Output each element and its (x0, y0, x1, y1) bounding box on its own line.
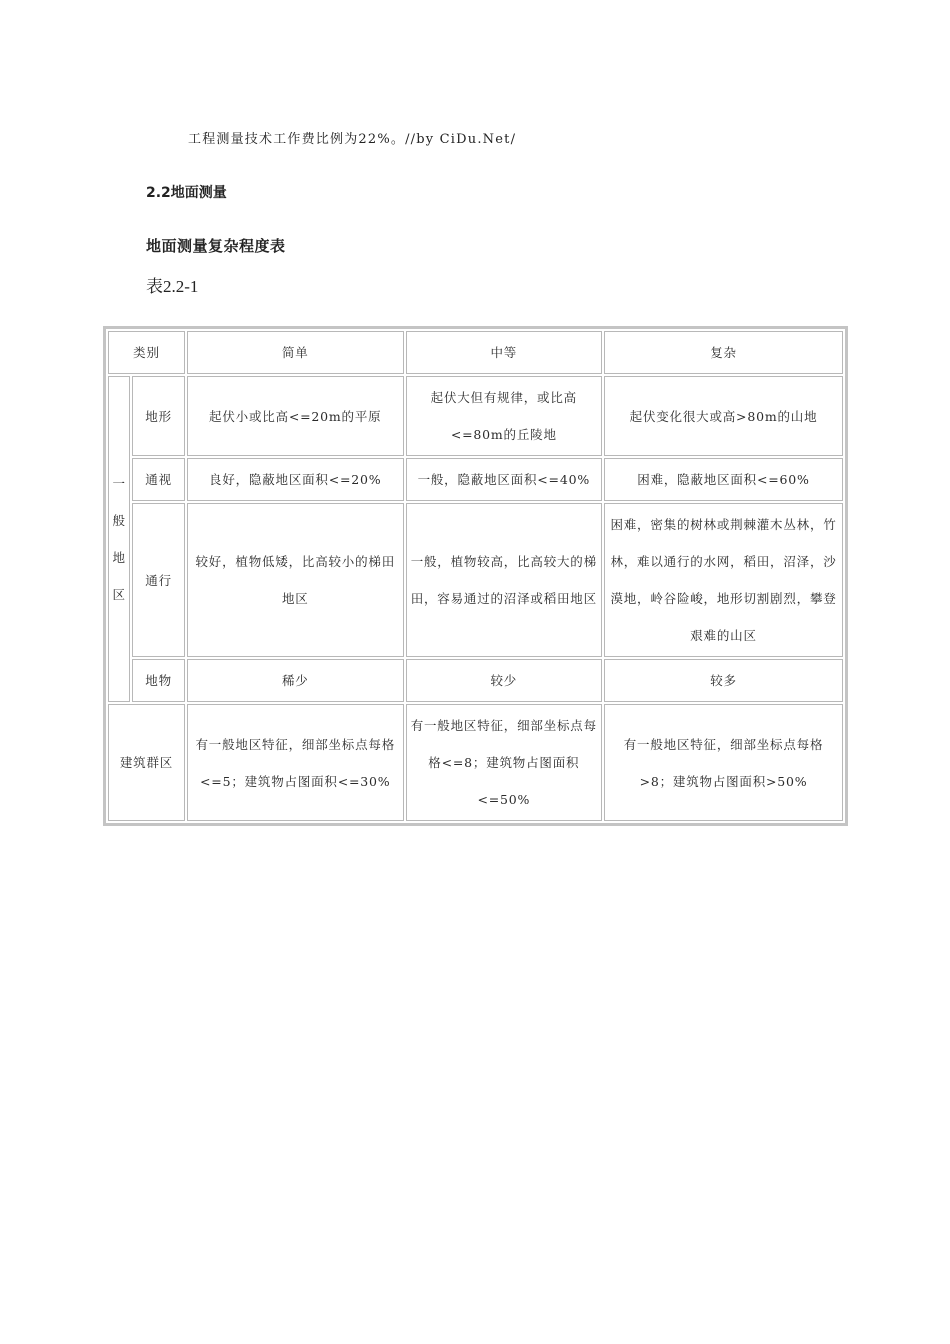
cell-complex: 较多 (604, 659, 843, 702)
header-complex: 复杂 (604, 331, 843, 374)
cell-medium: 较少 (406, 659, 602, 702)
cell-medium: 起伏大但有规律，或比高<=80m的丘陵地 (406, 376, 602, 456)
table-row-terrain (108, 376, 843, 456)
cell-simple: 有一般地区特征，细部坐标点每格<=5；建筑物占图面积<=30% (187, 704, 404, 821)
complexity-table (103, 326, 848, 826)
cell-simple: 较好，植物低矮，比高较小的梯田地区 (187, 503, 404, 657)
cell-simple: 良好，隐蔽地区面积<=20% (187, 458, 404, 501)
header-simple: 简单 (187, 331, 404, 374)
section-heading: 2.2地面测量 (146, 185, 227, 201)
header-medium: 中等 (406, 331, 602, 374)
group-label-general-area: 一 般 地 区 (108, 376, 130, 702)
cell-medium: 一般，隐蔽地区面积<=40% (406, 458, 602, 501)
cell-simple: 稀少 (187, 659, 404, 702)
table-number: 表2.2-1 (146, 277, 199, 296)
cell-medium: 有一般地区特征，细部坐标点每格<=8；建筑物占图面积<=50% (406, 704, 602, 821)
row-label: 地物 (132, 659, 185, 702)
row-label: 地形 (132, 376, 185, 456)
table-title: 地面测量复杂程度表 (146, 237, 286, 255)
header-category: 类别 (108, 331, 185, 374)
row-label: 建筑群区 (108, 704, 185, 821)
table-header-row (108, 331, 843, 374)
cell-complex: 困难，隐蔽地区面积<=60% (604, 458, 843, 501)
row-label: 通视 (132, 458, 185, 501)
table-row-passability (108, 503, 843, 657)
table-row-building-area (108, 704, 843, 821)
cell-complex: 起伏变化很大或高>80m的山地 (604, 376, 843, 456)
cell-complex: 有一般地区特征，细部坐标点每格>8；建筑物占图面积>50% (604, 704, 843, 821)
row-label: 通行 (132, 503, 185, 657)
intro-paragraph: 工程测量技术工作费比例为22%。//by CiDu.Net/ (188, 132, 517, 147)
cell-medium: 一般，植物较高，比高较大的梯田，容易通过的沼泽或稻田地区 (406, 503, 602, 657)
table-row-visibility (108, 458, 843, 501)
table-row-features (108, 659, 843, 702)
cell-simple: 起伏小或比高<=20m的平原 (187, 376, 404, 456)
cell-complex: 困难，密集的树林或荆棘灌木丛林，竹林，难以通行的水网，稻田，沼泽，沙漠地，岭谷险峻，地形切割剧烈，攀登艰难的山区 (604, 503, 843, 657)
